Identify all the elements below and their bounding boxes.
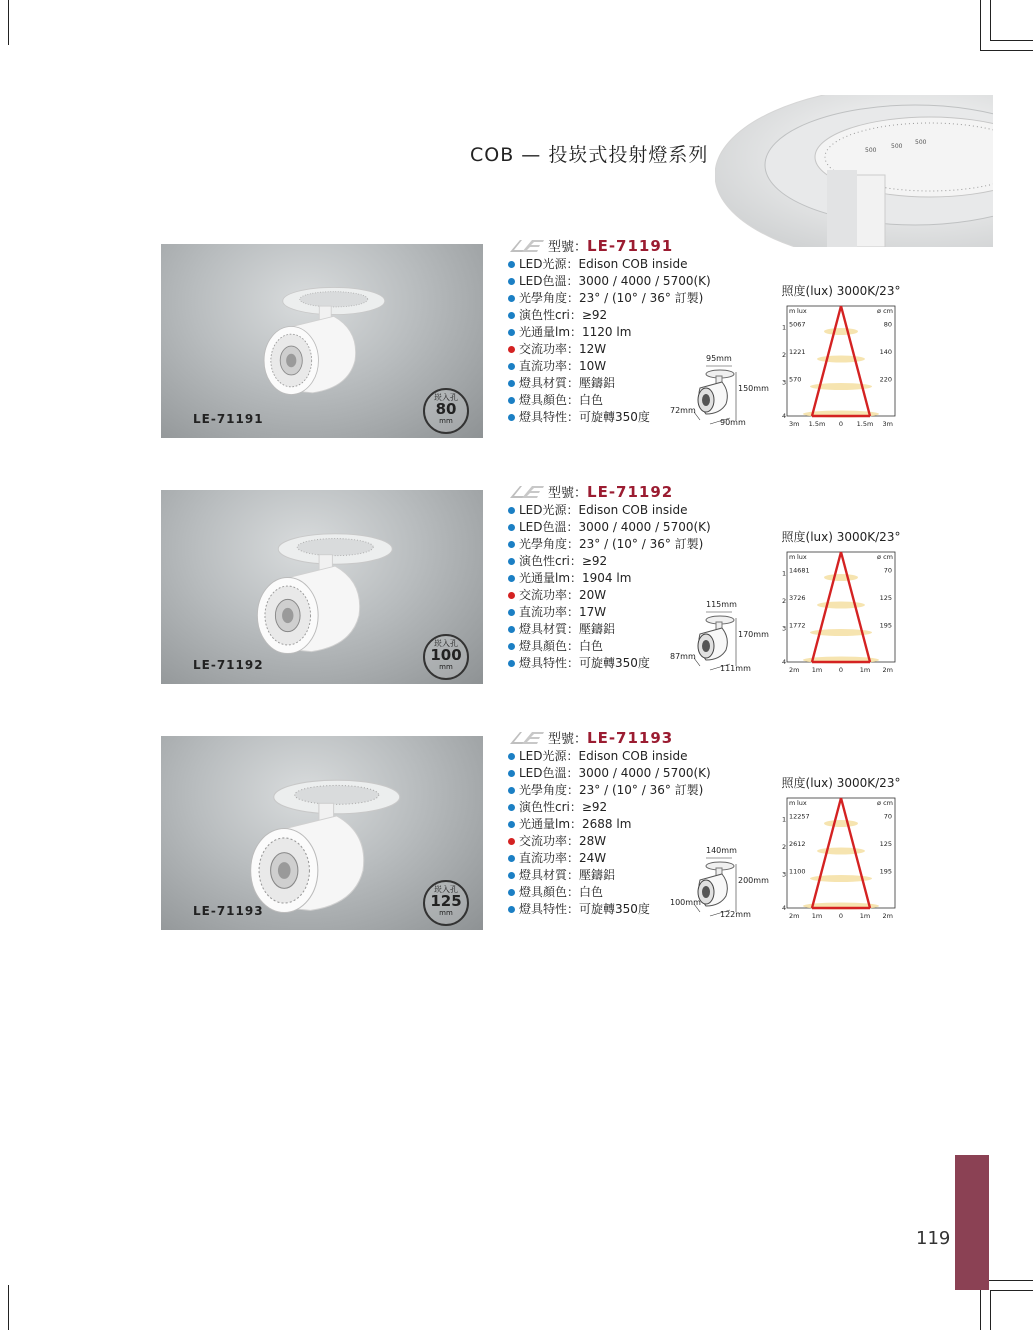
spec-text: LED色溫：3000 / 4000 / 5700(K) [519, 274, 711, 288]
spec-row [508, 502, 748, 519]
illuminance-chart [781, 792, 901, 918]
crop-mark [8, 0, 9, 45]
spec-text: 光學角度：23° / (10° / 36° 訂製) [519, 783, 704, 797]
cutout-badge-label: 崁入孔 [434, 393, 458, 402]
bullet-dot-icon [508, 787, 515, 794]
chart-x-tick: 1m [859, 912, 871, 918]
spec-text: 光學角度：23° / (10° / 36° 訂製) [519, 537, 704, 551]
chart-x-tick: 1m [811, 666, 823, 672]
chart-diameter-value: 220 [879, 375, 892, 384]
spec-row [508, 782, 748, 799]
bullet-dot-icon [508, 507, 515, 514]
spec-text: 燈具顏色：白色 [519, 393, 604, 407]
chart-lux-value: 3726 [789, 594, 806, 602]
spec-text: 演色性cri：≥92 [519, 554, 608, 568]
bullet-dot-icon [508, 609, 515, 616]
part-number: LE-71192 [587, 483, 674, 501]
beam-ellipse [817, 602, 865, 609]
spec-text: LED光源：Edison COB inside [519, 503, 688, 517]
bullet-dot-icon [508, 397, 515, 404]
bullet-dot-icon [508, 592, 515, 599]
bullet-dot-icon [508, 626, 515, 633]
bullet-dot-icon [508, 872, 515, 879]
bullet-dot-icon [508, 770, 515, 777]
chart-lux-value: 5067 [789, 320, 806, 329]
beam-ellipse [824, 820, 858, 827]
spec-row [508, 799, 748, 816]
chart-x-tick: 1m [859, 666, 871, 672]
spec-text: LED色溫：3000 / 4000 / 5700(K) [519, 766, 711, 780]
bullet-dot-icon [508, 855, 515, 862]
spec-row [508, 536, 748, 553]
chart-lux-value: 1100 [789, 867, 806, 876]
spec-text: 燈具材質：壓鑄鋁 [519, 376, 616, 390]
chart-diameter-value: 125 [879, 594, 892, 602]
bullet-dot-icon [508, 278, 515, 285]
bullet-dot-icon [508, 329, 515, 336]
part-number: LE-71191 [587, 237, 674, 255]
chart-distance-label: 3 [782, 624, 787, 633]
spec-text: 光通量lm：1120 lm [519, 325, 632, 339]
chart-title: 照度(lux) 3000K/23° [781, 776, 901, 790]
dim-bottom: 111mm [720, 664, 751, 673]
bullet-dot-icon [508, 312, 515, 319]
spec-text: 直流功率：10W [519, 359, 607, 373]
spec-row [508, 765, 748, 782]
bullet-dot-icon [508, 643, 515, 650]
dimension-drawing [670, 846, 770, 926]
chart-diameter-value: 70 [883, 566, 892, 575]
chart-diameter-header: ø cm [877, 553, 893, 561]
cutout-badge-label: 崁入孔 [434, 885, 458, 894]
chart-distance-label: 3 [782, 870, 787, 879]
chart-lux-header: lux [797, 307, 807, 315]
hero-product-image [715, 95, 993, 247]
spec-text: 演色性cri：≥92 [519, 800, 608, 814]
spec-text: 直流功率：17W [519, 605, 607, 619]
le-logo-icon [508, 482, 548, 500]
dim-top: 95mm [706, 354, 732, 363]
spec-text: 燈具特性：可旋轉350度 [519, 410, 650, 424]
chart-x-tick: 3m [789, 420, 800, 426]
chart-axis-unit-m: m [789, 307, 796, 315]
chart-x-tick: 1.5m [856, 420, 874, 426]
dim-bottom: 122mm [720, 910, 751, 919]
chart-distance-label: 4 [782, 658, 787, 666]
beam-ellipse [824, 574, 858, 581]
svg-text:500: 500 [915, 139, 927, 146]
spec-row [508, 748, 748, 765]
spec-text: 燈具材質：壓鑄鋁 [519, 868, 616, 882]
spec-text: 光學角度：23° / (10° / 36° 訂製) [519, 291, 704, 305]
svg-text:500: 500 [891, 143, 903, 150]
bullet-dot-icon [508, 363, 515, 370]
le-logo-icon [508, 728, 548, 746]
chart-lux-value: 12257 [789, 812, 810, 821]
chart-lux-header: lux [797, 553, 807, 561]
spec-text: 交流功率：28W [519, 834, 607, 848]
chart-axis-unit-m: m [789, 553, 796, 561]
chart-distance-label: 4 [782, 412, 787, 420]
bullet-dot-icon [508, 753, 515, 760]
illuminance-chart-block [781, 774, 901, 918]
part-number: LE-71193 [587, 729, 674, 747]
bullet-dot-icon [508, 575, 515, 582]
chart-diameter-value: 80 [883, 320, 892, 329]
spec-text: 燈具材質：壓鑄鋁 [519, 622, 616, 636]
crop-mark [8, 1285, 9, 1330]
photo-model-label: LE-71192 [193, 658, 264, 672]
chart-diameter-value: 195 [879, 621, 892, 630]
le-logo-icon [508, 236, 548, 254]
model-prefix: 型號： [548, 732, 588, 747]
chart-x-tick: 1.5m [808, 420, 826, 426]
spec-text: 直流功率：24W [519, 851, 607, 865]
bullet-dot-icon [508, 821, 515, 828]
cutout-size: 100 [430, 646, 462, 664]
crop-mark [990, 1290, 991, 1330]
crop-mark [990, 1290, 1033, 1291]
spec-text: 光通量lm：1904 lm [519, 571, 632, 585]
dim-height: 200mm [738, 876, 769, 885]
chart-lux-value: 2612 [789, 840, 806, 848]
spec-row [508, 324, 748, 341]
chart-x-tick: 3m [882, 420, 893, 426]
dimension-drawing [670, 600, 770, 680]
page-number: 119 [916, 1228, 951, 1249]
photo-model-label: LE-71191 [193, 412, 264, 426]
chart-diameter-value: 125 [879, 840, 892, 848]
chart-diameter-header: ø cm [877, 307, 893, 315]
chart-axis-unit-m: m [789, 799, 796, 807]
chart-x-tick: 2m [789, 666, 800, 672]
spec-text: 燈具特性：可旋轉350度 [519, 656, 650, 670]
chart-distance-label: 1 [782, 323, 787, 332]
cutout-size: 125 [430, 892, 462, 910]
chart-lux-value: 1772 [789, 621, 806, 630]
cutout-badge [423, 388, 469, 434]
product-photo [161, 244, 483, 438]
cutout-unit: mm [439, 417, 453, 425]
page-color-bar [955, 1155, 989, 1290]
spec-row [508, 570, 748, 587]
chart-distance-label: 1 [782, 815, 787, 824]
spec-row [508, 307, 748, 324]
chart-x-tick: 2m [882, 912, 893, 918]
spec-text: 光通量lm：2688 lm [519, 817, 632, 831]
dim-depth: 100mm [670, 898, 701, 907]
bullet-dot-icon [508, 346, 515, 353]
beam-ellipse [817, 848, 865, 855]
cutout-badge [423, 880, 469, 926]
chart-x-tick: 1m [811, 912, 823, 918]
spec-row [508, 290, 748, 307]
bullet-dot-icon [508, 295, 515, 302]
illuminance-chart [781, 300, 901, 426]
cutout-size: 80 [435, 400, 457, 418]
bullet-dot-icon [508, 261, 515, 268]
chart-lux-header: lux [797, 799, 807, 807]
dim-bottom: 90mm [720, 418, 746, 427]
chart-lux-value: 570 [789, 375, 802, 384]
cutout-badge [423, 634, 469, 680]
chart-title: 照度(lux) 3000K/23° [781, 530, 901, 544]
chart-title: 照度(lux) 3000K/23° [781, 284, 901, 298]
chart-distance-label: 3 [782, 378, 787, 387]
chart-x-tick: 0 [838, 420, 844, 426]
chart-distance-label: 2 [782, 351, 787, 359]
crop-mark [980, 50, 1033, 51]
bullet-dot-icon [508, 558, 515, 565]
bullet-dot-icon [508, 414, 515, 421]
bullet-dot-icon [508, 889, 515, 896]
chart-x-tick: 0 [838, 666, 844, 672]
dimension-drawing [670, 354, 770, 434]
bullet-dot-icon [508, 660, 515, 667]
dim-depth: 72mm [670, 406, 696, 415]
bullet-dot-icon [508, 380, 515, 387]
crop-mark [990, 0, 991, 40]
chart-distance-label: 2 [782, 597, 787, 605]
crop-mark [980, 0, 981, 50]
bullet-dot-icon [508, 524, 515, 531]
chart-diameter-value: 70 [883, 812, 892, 821]
product-photo [161, 736, 483, 930]
beam-ellipse [824, 328, 858, 335]
chart-distance-label: 4 [782, 904, 787, 912]
spec-text: 燈具特性：可旋轉350度 [519, 902, 650, 916]
illuminance-chart [781, 546, 901, 672]
dim-top: 140mm [706, 846, 737, 855]
chart-x-tick: 2m [789, 912, 800, 918]
model-prefix: 型號： [548, 240, 588, 255]
chart-diameter-header: ø cm [877, 799, 893, 807]
illuminance-chart-block [781, 282, 901, 426]
spec-text: 燈具顏色：白色 [519, 639, 604, 653]
spec-row [508, 553, 748, 570]
chart-lux-value: 1221 [789, 348, 806, 356]
chart-diameter-value: 195 [879, 867, 892, 876]
beam-ellipse [817, 356, 865, 363]
chart-diameter-value: 140 [879, 348, 892, 356]
bullet-dot-icon [508, 838, 515, 845]
spec-text: 交流功率：20W [519, 588, 607, 602]
spec-text: 交流功率：12W [519, 342, 607, 356]
chart-distance-label: 2 [782, 843, 787, 851]
spec-text: LED光源：Edison COB inside [519, 257, 688, 271]
dim-height: 170mm [738, 630, 769, 639]
dim-height: 150mm [738, 384, 769, 393]
dim-top: 115mm [706, 600, 737, 609]
spec-text: 燈具顏色：白色 [519, 885, 604, 899]
chart-distance-label: 1 [782, 569, 787, 578]
spec-row [508, 256, 748, 273]
model-prefix: 型號： [548, 486, 588, 501]
dim-depth: 87mm [670, 652, 696, 661]
spec-row [508, 816, 748, 833]
spec-text: LED色溫：3000 / 4000 / 5700(K) [519, 520, 711, 534]
photo-model-label: LE-71193 [193, 904, 264, 918]
bullet-dot-icon [508, 804, 515, 811]
crop-mark [990, 40, 1033, 41]
cutout-badge-label: 崁入孔 [434, 639, 458, 648]
illuminance-chart-block [781, 528, 901, 672]
bullet-dot-icon [508, 906, 515, 913]
cutout-unit: mm [439, 663, 453, 671]
bullet-dot-icon [508, 541, 515, 548]
chart-x-tick: 2m [882, 666, 893, 672]
spec-row [508, 273, 748, 290]
product-photo [161, 490, 483, 684]
spec-text: 演色性cri：≥92 [519, 308, 608, 322]
spec-row [508, 519, 748, 536]
chart-lux-value: 14681 [789, 566, 810, 575]
chart-x-tick: 0 [838, 912, 844, 918]
page-title: COB — 投崁式投射燈系列 [470, 144, 709, 166]
cutout-unit: mm [439, 909, 453, 917]
svg-text:500: 500 [865, 147, 877, 154]
spec-text: LED光源：Edison COB inside [519, 749, 688, 763]
